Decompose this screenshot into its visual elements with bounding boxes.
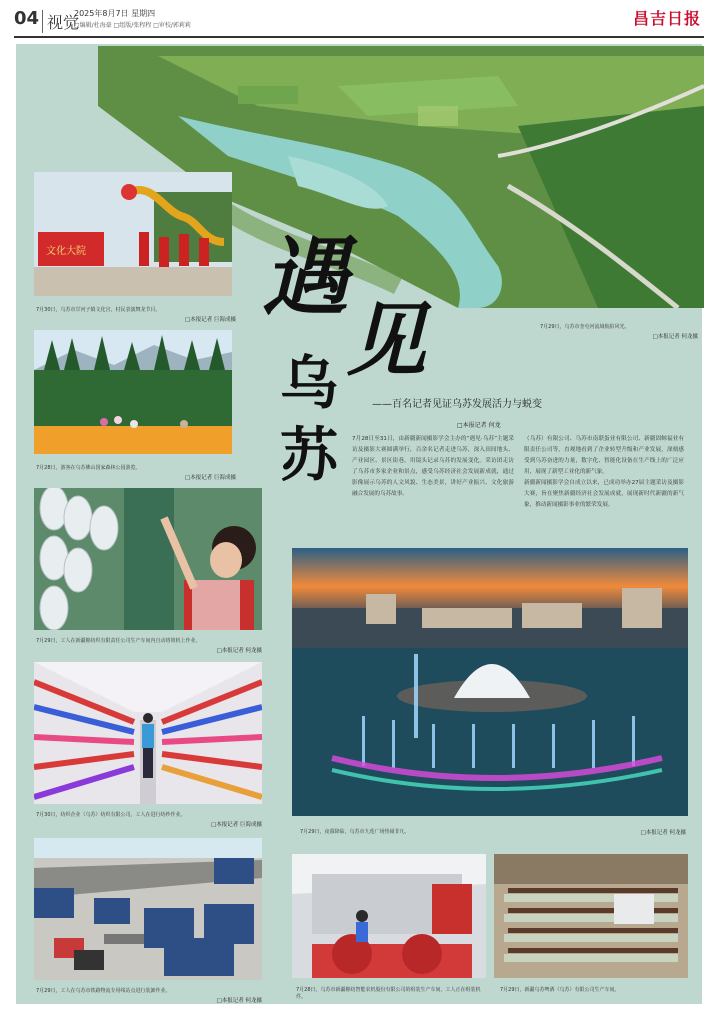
photo-caption: 7月29日，新疆乌苏啤酒（乌苏）有限公司生产车间。 (500, 987, 620, 993)
photo-caption: 7月30日，纺织企业（乌苏）纺织有限公司，工人在进行纺纱作业。 (36, 812, 186, 818)
textile-worker-image (34, 488, 262, 630)
newspaper-logo: 昌吉日报 (632, 9, 701, 28)
photo-credit: □本报记者 巨海成摄 (185, 317, 236, 323)
photo-credit: □本报记者 巨海成摄 (185, 475, 236, 481)
machinery-assembly-photo (292, 854, 486, 978)
dragon-dance-image (34, 172, 232, 296)
photo-caption: 7月28日，乌苏市新疆棉纺智能农机股份有限公司的组装生产车间，工人正在组装机件。 (296, 987, 481, 1000)
banner-text: 文化大院 (46, 246, 86, 257)
page-header (0, 0, 719, 36)
night-fountain-image (292, 548, 688, 816)
byline: □本报记者 何龙 (457, 422, 501, 429)
page-number: 04 (14, 8, 40, 29)
photo-credit: □本报记者 巨海成摄 (211, 822, 262, 828)
night-fountain-photo (292, 548, 688, 816)
photo-credit: □本报记者 何龙摄 (216, 648, 262, 654)
photo-caption: 7月29日，工人在乌苏市铁路物流专用线站点进行装卸作业。 (36, 988, 171, 994)
spinning-hall-image (34, 662, 262, 804)
issue-date: 2025年8月7日 星期四 (74, 9, 156, 18)
rail-logistics-image (34, 838, 262, 980)
forest-flowers-photo (34, 330, 232, 454)
title-char-1: 遇 (262, 227, 348, 328)
title-char-2: 见 (346, 293, 426, 387)
section-name: 视觉 (42, 10, 79, 33)
beer-factory-photo (494, 854, 688, 978)
beer-factory-image (494, 854, 688, 978)
title-char-4: 苏 (280, 421, 339, 489)
photo-credit: □本报记者 何龙摄 (640, 830, 686, 836)
article-column-2: （乌苏）有限公司、乌苏市南联蛋业有限公司、新疆固鲸福业有限责任公司等，直观地看到了企业转型升级和产业发展，深刻感受到乌苏奋进的力量，数字化、智能化设备在生产线上的广泛应用，展现了新型工业化的新气象。 新疆新闻摄影学会自成立以来，已成功举办27届主题采访及摄影大赛，旨在聚焦新疆经济社会发展成就，展现新时代新疆的新气象，推动新闻摄影事业的繁荣发展。 (524, 436, 684, 508)
article-column-1: 7月28日至31日，由新疆新闻摄影学会主办的“遇见·乌苏”主题采访及摄影大赛圆满举行，百余名记者走进乌苏，深入田间地头、产业园区、景区街巷，用镜头记录乌苏的发展变化。采访团走访了乌苏市多家企业和景点，感受乌苏经济社会发展新成就，通过影像展示乌苏的人文风貌、生态美景，讲好产业振兴、文化旅游融合发展的乌苏故事。 (352, 436, 514, 497)
photo-caption: 7月29日，工人在新疆棉纺织有限责任公司生产车间内自动络筒机上作业。 (36, 638, 201, 644)
photo-credit: □本报记者 何龙摄 (216, 998, 262, 1004)
title-char-3: 乌 (280, 349, 339, 417)
textile-worker-photo (34, 488, 262, 630)
editor-credits: □编辑/杜海豪 □组版/张程程 □审校/郭莉莉 (74, 22, 191, 29)
photo-caption: 7月29日，夜幕降临，乌苏市九莲广场热闹非凡。 (300, 829, 410, 835)
photo-caption: 7月29日，乌苏市奎屯河流域航拍风光。 (540, 324, 630, 330)
photo-credit: □本报记者 何龙摄 (652, 334, 698, 340)
machinery-assembly-image (292, 854, 486, 978)
rail-logistics-photo (34, 838, 262, 980)
subtitle: ——百名记者见证乌苏发展活力与蜕变 (372, 399, 542, 410)
spinning-hall-photo (34, 662, 262, 804)
forest-flowers-image (34, 330, 232, 454)
photo-caption: 7月28日，游客在乌苏佛山国家森林公园游览。 (36, 465, 141, 471)
photo-caption: 7月30日，乌苏市甘河子镇文化宫，村民表演舞龙节目。 (36, 307, 161, 313)
dragon-dance-photo (34, 172, 232, 296)
header-rule (14, 36, 704, 38)
